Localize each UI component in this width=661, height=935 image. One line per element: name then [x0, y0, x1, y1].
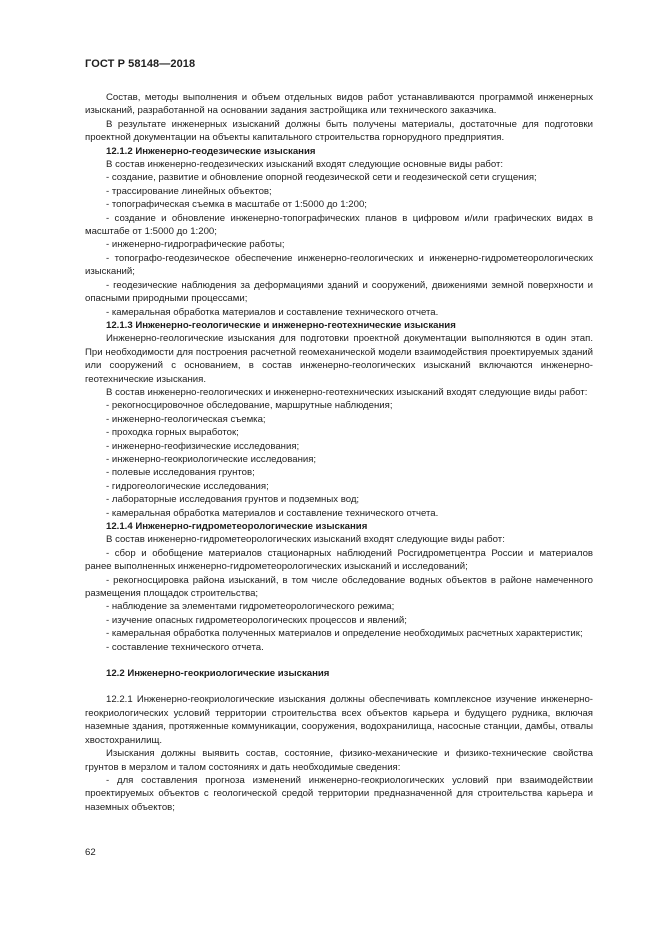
body-paragraph: - лабораторные исследования грунтов и подземных вод;: [106, 494, 360, 506]
body-paragraph: - для составления прогноза изменений инженерно-геокриологических условий при взаимодействии проектируемых объектов с геологической средой территории предназначенной для строительства карьера и наземных объектов;: [85, 774, 593, 813]
body-paragraph: - инженерно-геологическая съемка;: [106, 413, 266, 425]
section-heading: 12.2 Инженерно-геокриологические изыскания: [106, 668, 330, 680]
body-paragraph: - полевые исследования грунтов;: [106, 467, 255, 479]
section-heading: 12.1.2 Инженерно-геодезические изыскания: [106, 145, 316, 157]
body-paragraph: - топографо-геодезическое обеспечение инженерно-геологических и инженерно-гидрометеорологических изысканий;: [85, 252, 593, 278]
body-paragraph: - сбор и обобщение материалов стационарных наблюдений Росгидрометцентра России и материалов ранее выполненных инженерно-гидрометеорологических изысканий и исследований;: [85, 547, 593, 573]
body-paragraph: 12.2.1 Инженерно-геокриологические изыскания должны обеспечивать комплексное изучение инженерно-геокриологических условий территории строительства всех объектов карьера и будущего рудника, включая наземные здания, протяженные коммуникации, сооружения, водохранилища, насосные станции, дамбы, отвалы хвостохранилищ.: [85, 694, 593, 746]
body-paragraph: В результате инженерных изысканий должны быть получены материалы, достаточные для подготовки проектной документации на объекты капитального строительства горнорудного предприятия.: [85, 118, 593, 144]
body-paragraph: - инженерно-геофизические исследования;: [106, 440, 300, 452]
document-body: [85, 91, 593, 814]
body-paragraph: В состав инженерно-гидрометеорологических изысканий входят следующие виды работ:: [106, 534, 505, 546]
body-paragraph: - проходка горных выработок;: [106, 427, 239, 439]
section-heading: 12.1.4 Инженерно-гидрометеорологические изыскания: [106, 521, 368, 532]
body-paragraph: - рекогносцировка района изысканий, в том числе обследование водных объектов в районе намеченного размещения площадок строительства;: [85, 574, 593, 600]
body-paragraph: Инженерно-геологические изыскания для подготовки проектной документации выполняются в один этап. При необходимости для построения расчетной геомеханической модели взаимодействия проектируемых зданий или сооружений с основанием, в состав инженерно-геологических изысканий включаются инженерно-геотехнические изыскания.: [85, 333, 593, 385]
body-paragraph: Состав, методы выполнения и объем отдельных видов работ устанавливаются программой инженерных изысканий, разработанной на основании задания застройщика или технического заказчика.: [85, 92, 593, 117]
body-paragraph: - составление технического отчета.: [106, 641, 264, 653]
body-paragraph: - топографическая съемка в масштабе от 1:5000 до 1:200;: [106, 199, 367, 211]
body-paragraph: - геодезические наблюдения за деформациями зданий и сооружений, движениями земной поверхности и опасными природными процессами;: [85, 279, 593, 305]
body-paragraph: - камеральная обработка материалов и составление технического отчета.: [106, 306, 439, 318]
body-paragraph: - гидрогеологические исследования;: [106, 480, 269, 492]
body-paragraph: Изыскания должны выявить состав, состояние, физико-механические и физико-технические свойства грунтов в мерзлом и талом состояниях и дать необходимые сведения:: [85, 748, 593, 773]
document-header: ГОСТ Р 58148—2018: [85, 58, 196, 70]
body-paragraph: - рекогносцировочное обследование, маршрутные наблюдения;: [106, 400, 393, 412]
body-paragraph: - наблюдение за элементами гидрометеорологического режима;: [106, 601, 395, 613]
body-paragraph: - инженерно-гидрографические работы;: [106, 239, 285, 251]
body-paragraph: - создание, развитие и обновление опорной геодезической сети и геодезической сети сгущения;: [106, 172, 537, 184]
body-paragraph: - трассирование линейных объектов;: [106, 185, 272, 197]
body-paragraph: - изучение опасных гидрометеорологических процессов и явлений;: [106, 614, 407, 626]
body-paragraph: В состав инженерно-геологических и инженерно-геотехнических изысканий входят следующие виды работ:: [106, 386, 588, 398]
body-paragraph: - камеральная обработка полученных материалов и определение необходимых расчетных характеристик;: [106, 628, 583, 640]
page-number: 62: [85, 847, 96, 858]
section-heading: 12.1.3 Инженерно-геологические и инженерно-геотехнические изыскания: [106, 319, 456, 331]
body-paragraph: В состав инженерно-геодезических изысканий входят следующие основные виды работ:: [106, 159, 504, 171]
body-paragraph: - камеральная обработка материалов и составление технического отчета.: [106, 507, 439, 519]
body-paragraph: - инженерно-геокриологические исследования;: [106, 453, 317, 465]
body-paragraph: - создание и обновление инженерно-топографических планов в цифровом и/или графических видах в масштабе от 1:5000 до 1:200;: [85, 212, 593, 238]
